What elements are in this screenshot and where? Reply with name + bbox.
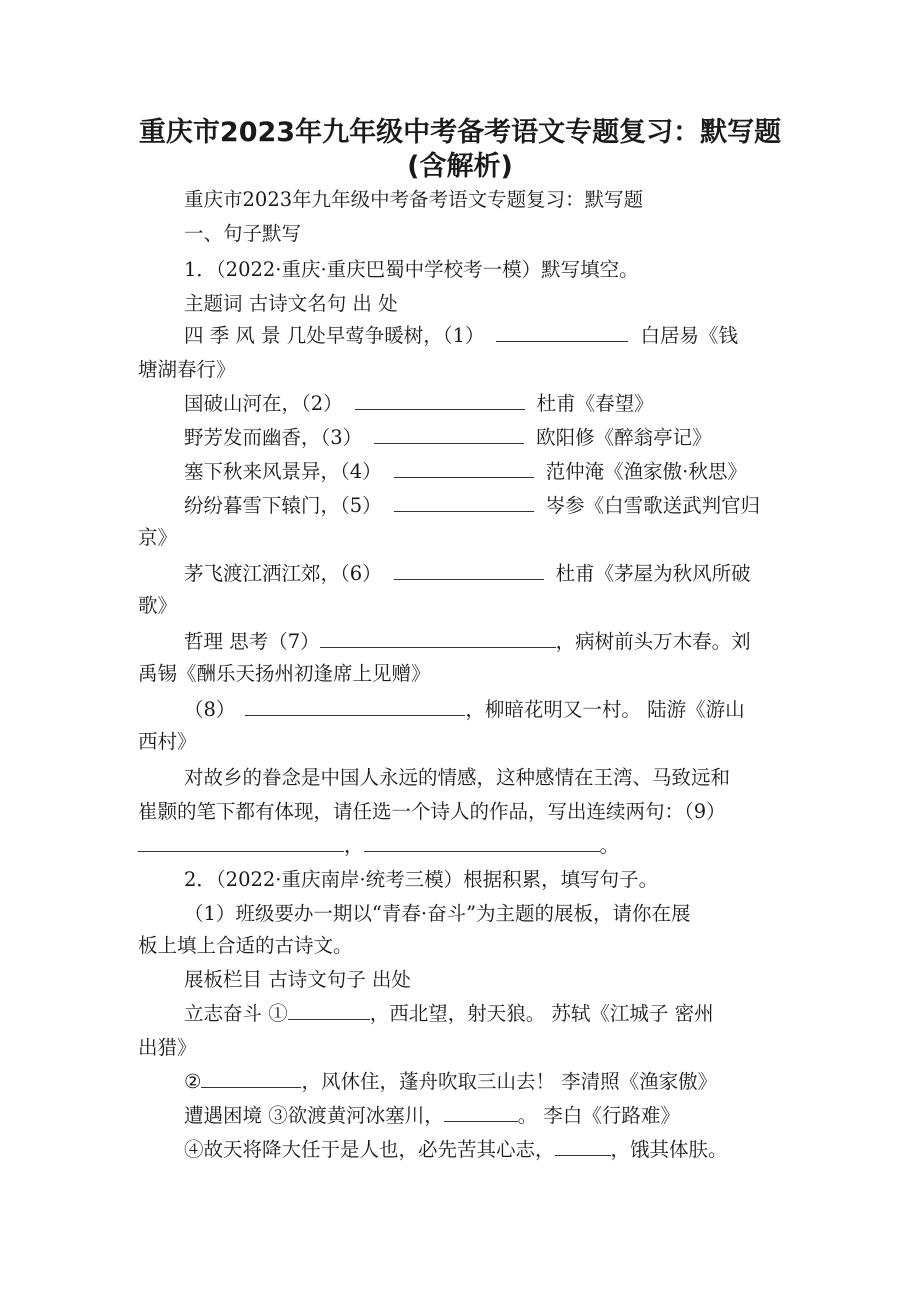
answer-blank-9b[interactable] (364, 833, 600, 852)
q2-line-2-text: ② (184, 1070, 202, 1093)
answer-blank-q2-4[interactable] (555, 1137, 611, 1156)
q1-row-8-cont: 西村》 (138, 730, 197, 753)
q2-line-4 (184, 1136, 728, 1164)
answer-blank-6[interactable] (394, 561, 544, 580)
answer-blank-2[interactable] (355, 391, 525, 410)
q1-row-9-line3 (138, 832, 619, 860)
answer-blank-q2-1[interactable] (288, 1001, 370, 1020)
q1-row-6-source: 杜甫《茅屋为秋风所破 (555, 562, 751, 585)
q2-line-1 (184, 1000, 714, 1028)
q1-row-5-cont: 京》 (138, 526, 178, 549)
q1-row-5-source: 岑参《白雪歌送武判官归 (545, 494, 761, 517)
q1-row-2-text: 国破山河在，（2） (184, 392, 343, 415)
q2-line-3 (184, 1102, 680, 1130)
q1-row-9-period: 。 (599, 834, 620, 857)
q1-row-9-comma: ， (344, 834, 364, 857)
answer-blank-q2-2[interactable] (201, 1069, 301, 1088)
q1-row-8 (184, 696, 745, 724)
answer-blank-5[interactable] (394, 493, 534, 512)
answer-blank-1[interactable] (496, 323, 628, 342)
question-2-heading: 2．（2022·重庆南岸·统考三模）根据积累，填写句子。 (184, 868, 659, 891)
q2-prompt-line1: （1）班级要办一期以“青春·奋斗”为主题的展板，请你在展 (184, 902, 691, 925)
q1-row-1-text: 四 季 风 景 几处早莺争暖树，（1） (184, 324, 485, 347)
q1-row-1 (184, 322, 738, 350)
q1-row-4-source: 范仲淹《渔家傲·秋思》 (545, 460, 747, 483)
question-2-table-header: 展板栏目 古诗文句子 出处 (184, 968, 411, 991)
q2-line-3-rest: 。 李白《行路难》 (517, 1104, 680, 1127)
q1-row-5 (184, 492, 760, 520)
section-heading: 一、句子默写 (184, 222, 302, 245)
question-1-table-header: 主题词 古诗文名句 出 处 (184, 292, 398, 315)
question-1-heading: 1．（2022·重庆·重庆巴蜀中学校考一模）默写填空。 (184, 258, 639, 281)
q1-row-3 (184, 424, 712, 452)
q2-line-4-rest: ，饿其体肤。 (610, 1138, 728, 1161)
q2-line-2-rest: ，风休住，蓬舟吹取三山去！ 李清照《渔家傲》 (301, 1070, 718, 1093)
q1-row-4-text: 塞下秋来风景异，（4） (184, 460, 382, 483)
q2-line-1-rest: ，西北望，射天狼。 苏轼《江城子 密州 (369, 1002, 714, 1025)
q2-line-3-text: 遭遇困境 ③欲渡黄河冰塞川， (184, 1104, 444, 1127)
q1-row-6-text: 茅飞渡江洒江郊，（6） (184, 562, 382, 585)
q1-row-3-text: 野芳发而幽香，（3） (184, 426, 363, 449)
q2-line-1-cont: 出猎》 (138, 1036, 197, 1059)
answer-blank-3[interactable] (374, 425, 524, 444)
q1-row-7-cont: 禹锡《酬乐天扬州初逢席上见赠》 (138, 662, 431, 685)
page-title-suffix: (含解析) (407, 151, 513, 182)
q1-row-7 (184, 628, 751, 656)
q1-row-6 (184, 560, 751, 588)
q1-row-9-line2: 崔颢的笔下都有体现，请任选一个诗人的作品，写出连续两句：（9） (138, 800, 726, 823)
answer-blank-4[interactable] (394, 459, 534, 478)
page-title: 重庆市2023年九年级中考备考语文专题复习：默写题 (138, 117, 782, 148)
answer-blank-9a[interactable] (138, 833, 344, 852)
q1-row-6-cont: 歌》 (138, 594, 178, 617)
q2-line-1-text: 立志奋斗 ① (184, 1002, 288, 1025)
q2-prompt-line2: 板上填上合适的古诗文。 (138, 934, 353, 957)
answer-blank-8[interactable] (245, 697, 465, 716)
q2-line-2 (184, 1068, 717, 1096)
q1-row-2 (184, 390, 654, 418)
q1-row-4 (184, 458, 747, 486)
q1-row-3-source: 欧阳修《醉翁亭记》 (536, 426, 712, 449)
q1-row-7-rest: ，病树前头万木春。刘 (555, 630, 751, 653)
answer-blank-q2-3[interactable] (444, 1103, 518, 1122)
q1-row-9-line1: 对故乡的眷念是中国人永远的情感，这种感情在王湾、马致远和 (184, 766, 731, 789)
q1-row-8-rest: ，柳暗花明又一村。 陆游《游山 (465, 698, 745, 721)
q1-row-1-cont: 塘湖春行》 (138, 358, 236, 381)
answer-blank-7[interactable] (320, 629, 556, 648)
q1-row-8-text: （8） (184, 698, 236, 721)
q1-row-2-source: 杜甫《春望》 (536, 392, 654, 415)
q1-row-5-text: 纷纷暮雪下辕门，（5） (184, 494, 382, 517)
q2-line-4-text: ④故天将降大任于是人也，必先苦其心志， (184, 1138, 555, 1161)
q1-row-7-text: 哲理 思考（7） (184, 630, 320, 653)
subtitle: 重庆市2023年九年级中考备考语文专题复习：默写题 (184, 188, 644, 211)
q1-row-1-source: 白居易《钱 (640, 324, 738, 347)
